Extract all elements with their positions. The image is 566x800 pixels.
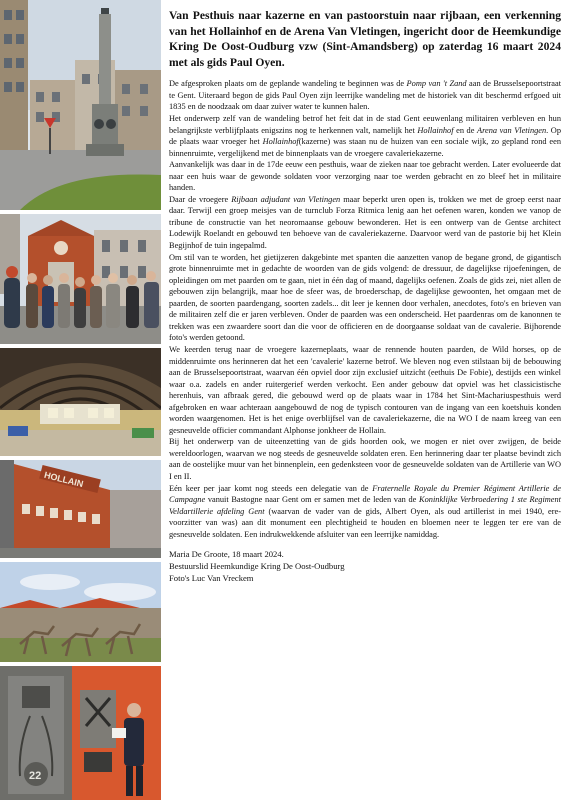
paragraph-rijbaan (169, 194, 561, 252)
photo-column (0, 0, 161, 800)
photo-wild-horses (0, 562, 161, 662)
photo-memorial-plaque (0, 666, 161, 800)
text-run-italic: Rijbaan adjudant van Vletingen (231, 194, 341, 204)
paragraph-pomp (169, 78, 561, 113)
text-run: Het onderwerp zelf van de wandeling betrof het feit dat in de stad Gent eeuwenlang militairen verbleven en hun belangrijkste verblijfplaats enigszins nog te herkennen valt, namelijk het (169, 114, 561, 135)
text-run: en de (453, 125, 477, 135)
signature-role: Bestuurslid Heemkundige Kring De Oost-Oudburg (169, 561, 345, 572)
paragraph-kazerneplaats: We keerden terug naar de vroegere kazerneplaats, waar de rennende houten paarden, de Wild horses, op de middenruimte ons herinneren dat het een 'cavalerie' kazerne betrof. We bleven nog even stilstaan bij de bebouwing aan de Brusselsepoortstraat, waarvan één opviel door zijn exclusief uitzicht (eethuis De Fobie), destijds een winkel waar o.a. zadels en ander ruitergerief werden verkocht. Een ander gebouw dat opviel was het classicistische herenhuis, van afbraak gered, die gebouwd werd op de plaats waar in 1784 het Sint-Machariuspesthuis werd afgebroken en waar achteraan aangebouwd de nog de typisch contouren van de ingang van een koetshuis konden worden waargenomen. Het is het enige overblijfsel van de cavaleriekazerne, die na WO I de naam kreeg van een gesneuvelde officier commandant Alphonse jonkheer de Hollain. (169, 344, 561, 435)
hollain-sign-text: HOLLAIN (43, 469, 85, 490)
signature-author: Maria De Groote, 18 maart 2024. (169, 549, 284, 560)
photo-group-arena (0, 214, 161, 344)
text-run-italic: Hollainhof (262, 137, 299, 147)
paragraph-subject (169, 113, 561, 159)
text-run: (waarvan de vader van de gids, Albert Oyen, als oud artillerist in mei 1940, ere-voorzitter van was) aan dit monument een plechtigheid te houden en bloemen neer te leggen ter ere van de gesneuvelde soldaten. Een indrukwekkende afsluiter van een leerrijke namiddag. (169, 506, 562, 539)
text-run: Eén keer per jaar komt nog steeds een delegatie van de (169, 483, 373, 493)
text-run-italic: Pomp van 't Zand (406, 79, 467, 89)
text-run-italic: Arena van Vletingen (476, 125, 547, 135)
text-run: (kazerne) was staan nu de huizen van een sociale wijk, zo gepland rond een binnenruimte, vergelijkend met de binnenplaats van de vroegere cavaleriekazerne. (169, 137, 562, 158)
paragraph-pesthuis: Aanvankelijk was daar in de 17de eeuw een pesthuis, waar de zieken naar toe gebracht werden. Later evolueerde dat naar een huis waar de gewonde soldaten voor verzorging naar toe werden gebracht en zo bleef het in militaire handen. (169, 160, 561, 193)
paragraph-wereldoorlogen: Bij het onderwerp van de uiteenzetting van de gids hoorden ook, we mogen er niet over zwijgen, de beide wereldoorlogen, waarvan we nog steeds de gesneuvelde soldaten eren. Een herinnering daar ter plaatse bevindt zich aan de oostelijke muur van het binnenplein, een gedenksteen voor de gesneuvelde soldaten van de Artillerie van WO I en II. (169, 437, 561, 481)
text-run-italic: Hollainhof (417, 125, 454, 135)
text-run: . Op de plaats waar vroeger het (169, 125, 562, 147)
paragraph-delegatie (169, 483, 561, 541)
text-run: aan de Brusselsepoortstraat te Gent. Uiteraard begon de gids Paul Oyen zijn leerrijke wandeling met de historiek van dit beschermd erfgoed uit 1835 en de noodzaak om daar zuiver water te kunnen halen. (169, 79, 562, 112)
photo-hollain-building (0, 460, 161, 558)
photo-arena-interior (0, 348, 161, 456)
text-run: maar beperkt uren open is, trokken we met de groep eerst naar daar. Terwijl een groep meisjes van de turnclub Forza Ritmica lenig aan het oefenen waren, konden we vanop de tribune de constructie van het neoromaanse gebouw bewonderen. Het is een ontwerp van de Gentse architect Lodewijk Roelandt en gebouwd ten behoeve van de cavaleriekazerne. Daarvoor werd van de pastorie bij het Klein Begijnhof de tuin ingepalmd. (169, 194, 561, 251)
article-text (169, 8, 561, 584)
photo-credit: Foto's Luc Van Vreckem (169, 573, 254, 584)
text-run: De afgesproken plaats om de geplande wandeling te beginnen was de (169, 79, 407, 89)
text-run-italic: Fraternelle Royale du Premier Régiment Artillerie de Campagne (169, 483, 561, 505)
paragraph-dakgebinte: Om stil van te worden, het gietijzeren dakgebinte met spanten die aanzetten vanop de begane grond, de gigantisch grote binnenruimte met in gedachte de woorden van de gids volgend: de dressuur, de dagelijkse rijoefeningen, de opleidingen om met paarden om te gaan, niet in één dag of maand, dagelijks oefenen. Zoals de gids zei, niet allen de gebouwen zijn belangrijk, maar hoe de sfeer was, de broederschap, de dagelijkse gewoonten, het omgaan met de paarden, de soorten paardengang, soorten zadels... dit leer je kennen door verhalen, anecdotes, foto's en brieven van de militairen zelf die er jaren verbleven. Onder de paarden was een onderscheid. Het paardenras om de kanonnen te trekken was een zwaardere soort dan die voor de officieren en de doorgaanse soldaat van de cavalerie. Bijhorende foto's werden getoond. (169, 252, 561, 343)
text-run: vanuit Bastogne naar Gent om er samen met de leden van de (205, 495, 420, 505)
article-title: Van Pesthuis naar kazerne en van pastoorstuin naar rijbaan, een verkenning van het Hollainhof en de Arena Van Vletingen, ingericht door de Heemkundige Kring De Oost-Oudburg vzw (Sint-Amandsberg) op zaterdag 16 maart 2024 met als gids Paul Oyen. (169, 9, 561, 69)
text-run-italic: Koninklijke Verbroedering 1 ste Regiment Veldartillerie afdeling Gent (169, 495, 561, 516)
photo-pomp-van-t-zand (0, 0, 161, 210)
text-run: Daar de vroegere (169, 194, 232, 204)
signature-block (169, 548, 561, 584)
plaque-number: 22 (29, 770, 42, 782)
